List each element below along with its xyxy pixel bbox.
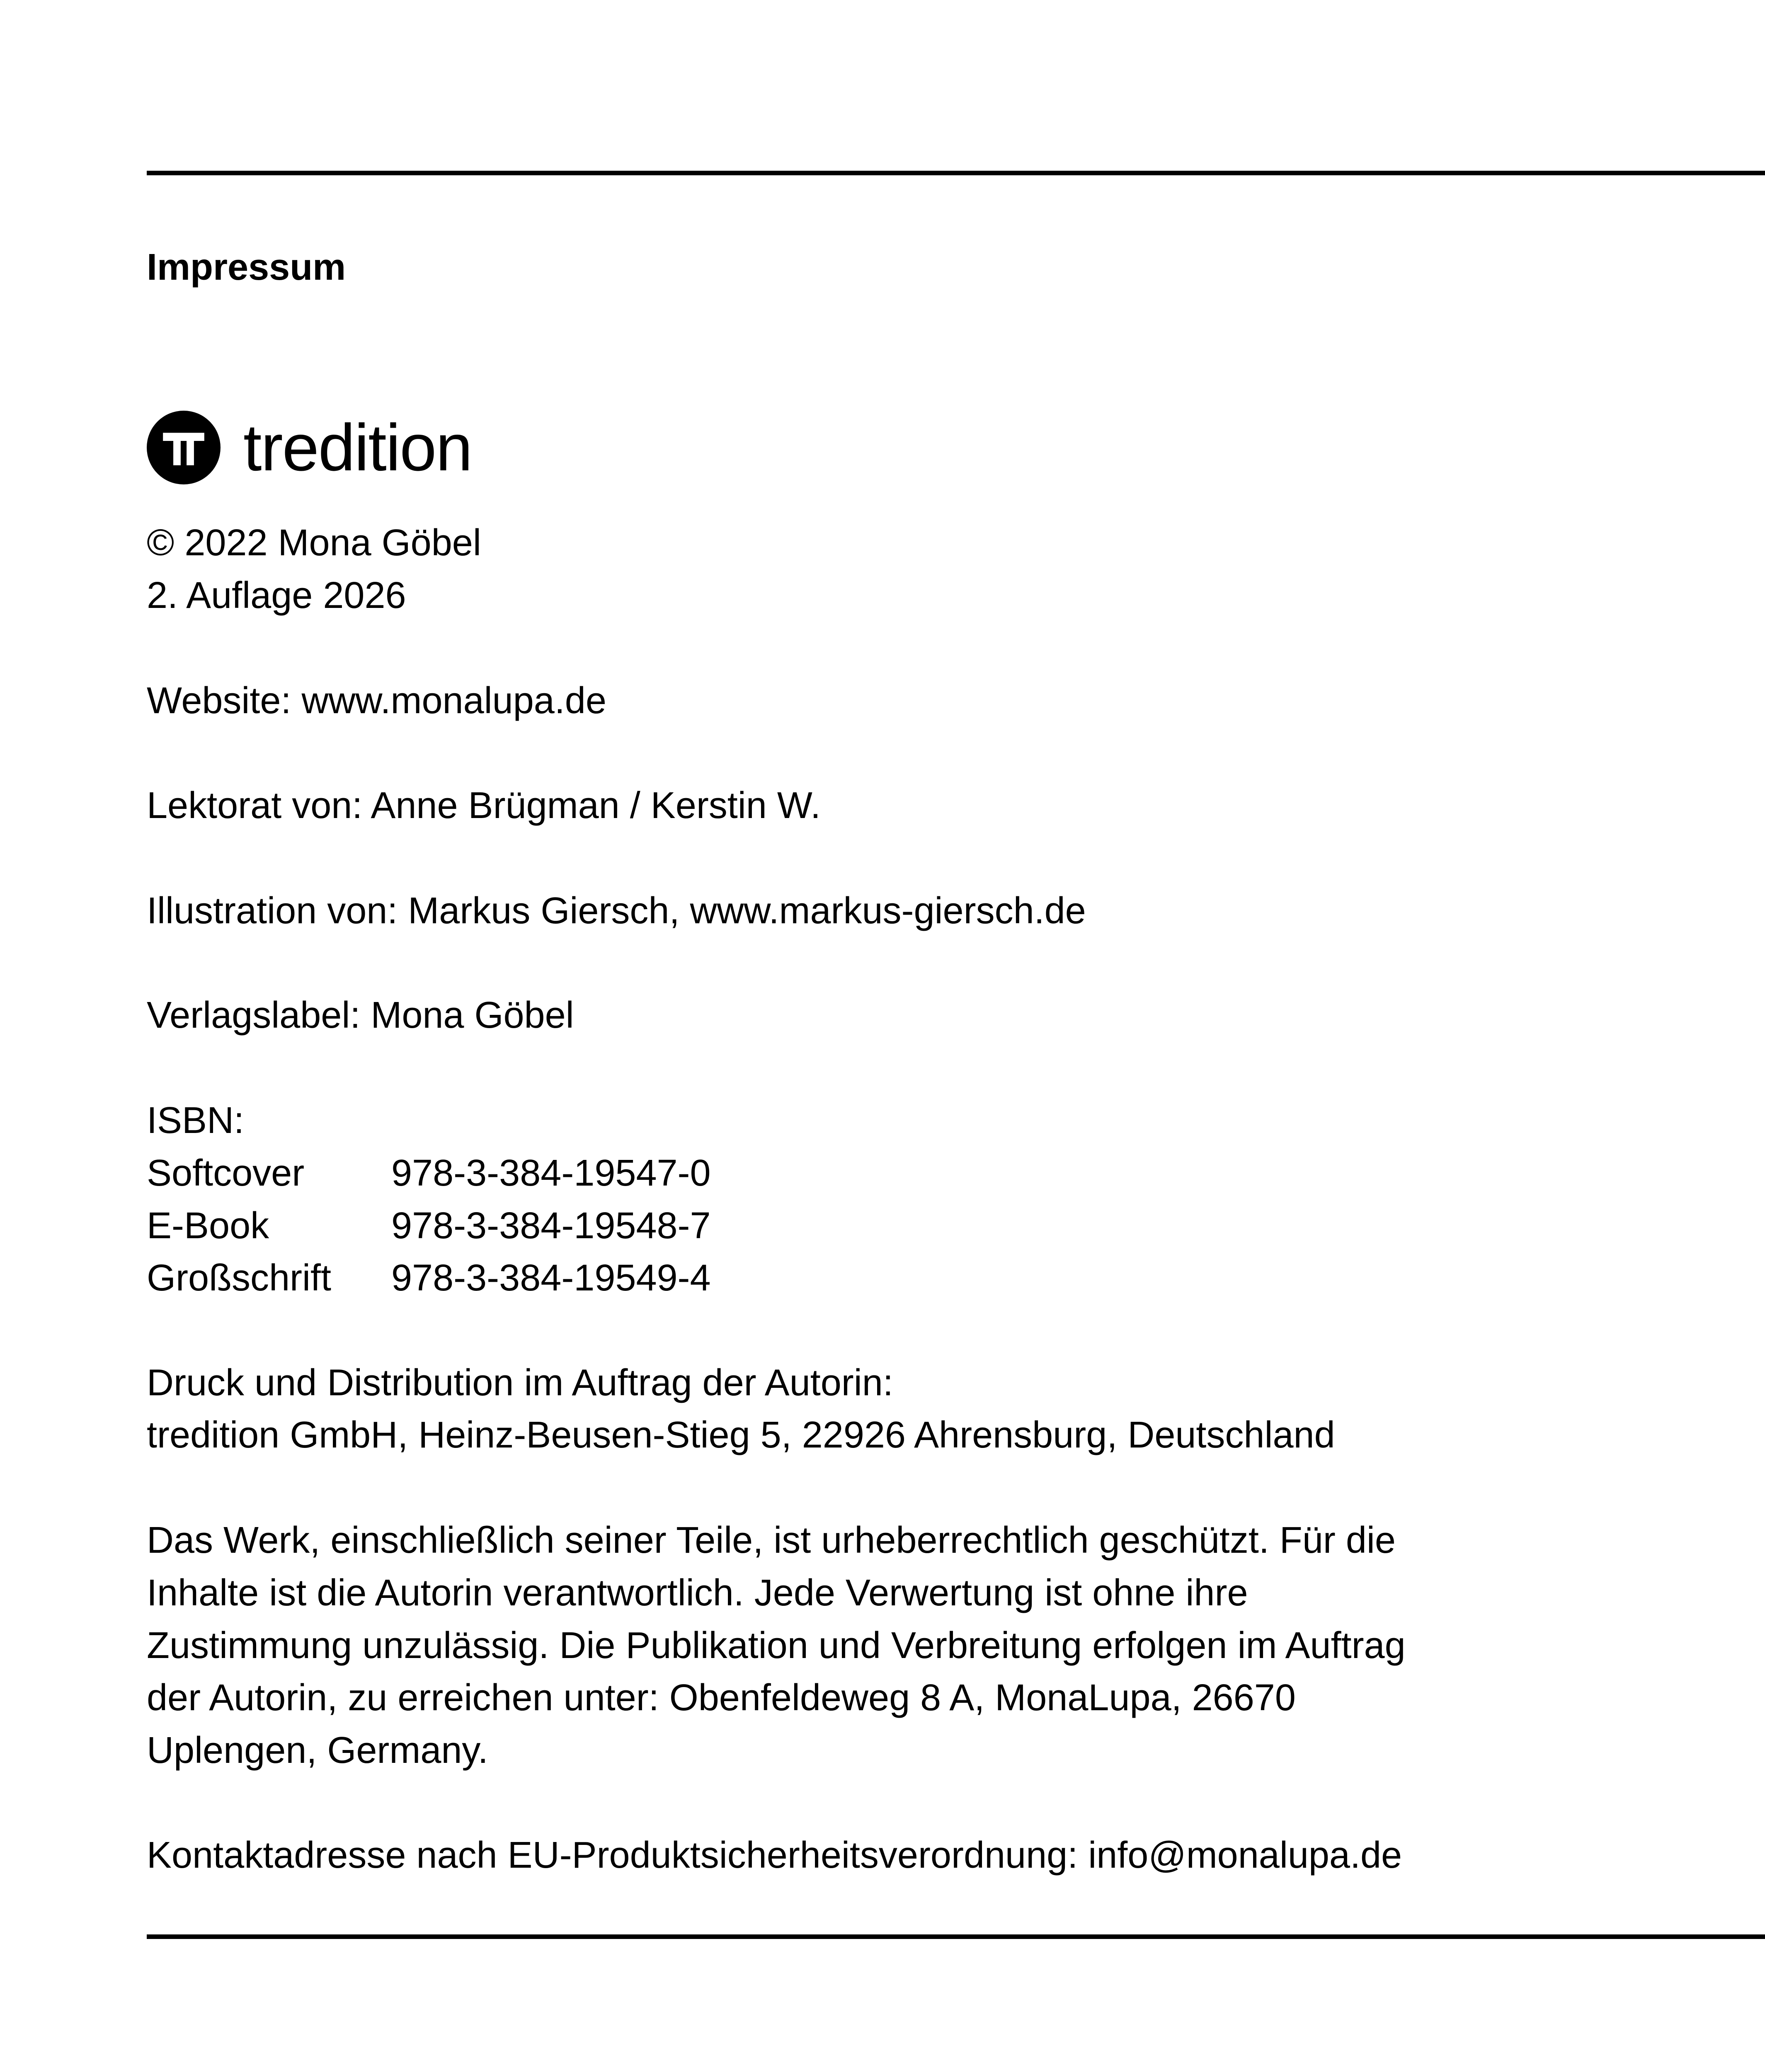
bottom-divider: [147, 1934, 1765, 1939]
page-heading: Impressum: [147, 247, 346, 288]
legal-line: Uplengen, Germany.: [147, 1730, 488, 1771]
isbn-number: 978-3-384-19549-4: [391, 1257, 711, 1299]
isbn-title: ISBN:: [147, 1100, 245, 1141]
legal-line: Zustimmung unzulässig. Die Publikation und Verbreitung erfolgen im Auftrag: [147, 1625, 1406, 1666]
legal-line: der Autorin, zu erreichen unter: Obenfeldeweg 8 A, MonaLupa, 26670: [147, 1677, 1296, 1719]
edition-line: 2. Auflage 2026: [147, 575, 406, 616]
illustration-line: Illustration von: Markus Giersch, www.markus-giersch.de: [147, 890, 1086, 932]
website-line: Website: www.monalupa.de: [147, 680, 606, 721]
editing-line: Lektorat von: Anne Brügman / Kerstin W.: [147, 785, 821, 826]
top-divider: [147, 171, 1765, 175]
contact-line: Kontaktadresse nach EU-Produktsicherheitsverordnung: info@monalupa.de: [147, 1835, 1402, 1876]
legal-line: Inhalte ist die Autorin verantwortlich. Jede Verwertung ist ohne ihre: [147, 1572, 1248, 1614]
tredition-logo-icon: [147, 411, 221, 484]
isbn-number: 978-3-384-19548-7: [391, 1205, 711, 1247]
isbn-format: Softcover: [147, 1152, 305, 1194]
distribution-line: Druck und Distribution im Auftrag der Autorin:: [147, 1362, 893, 1404]
isbn-number: 978-3-384-19547-0: [391, 1152, 711, 1194]
isbn-format: E-Book: [147, 1205, 269, 1247]
legal-line: Das Werk, einschließlich seiner Teile, ist urheberrechtlich geschützt. Für die: [147, 1520, 1396, 1561]
isbn-format: Großschrift: [147, 1257, 332, 1299]
publisher-logo: [147, 410, 472, 485]
publisher-label-line: Verlagslabel: Mona Göbel: [147, 995, 574, 1036]
distribution-line: tredition GmbH, Heinz-Beusen-Stieg 5, 22926 Ahrensburg, Deutschland: [147, 1414, 1335, 1456]
copyright-line: © 2022 Mona Göbel: [147, 522, 481, 564]
logo-wordmark: tredition: [243, 410, 472, 484]
